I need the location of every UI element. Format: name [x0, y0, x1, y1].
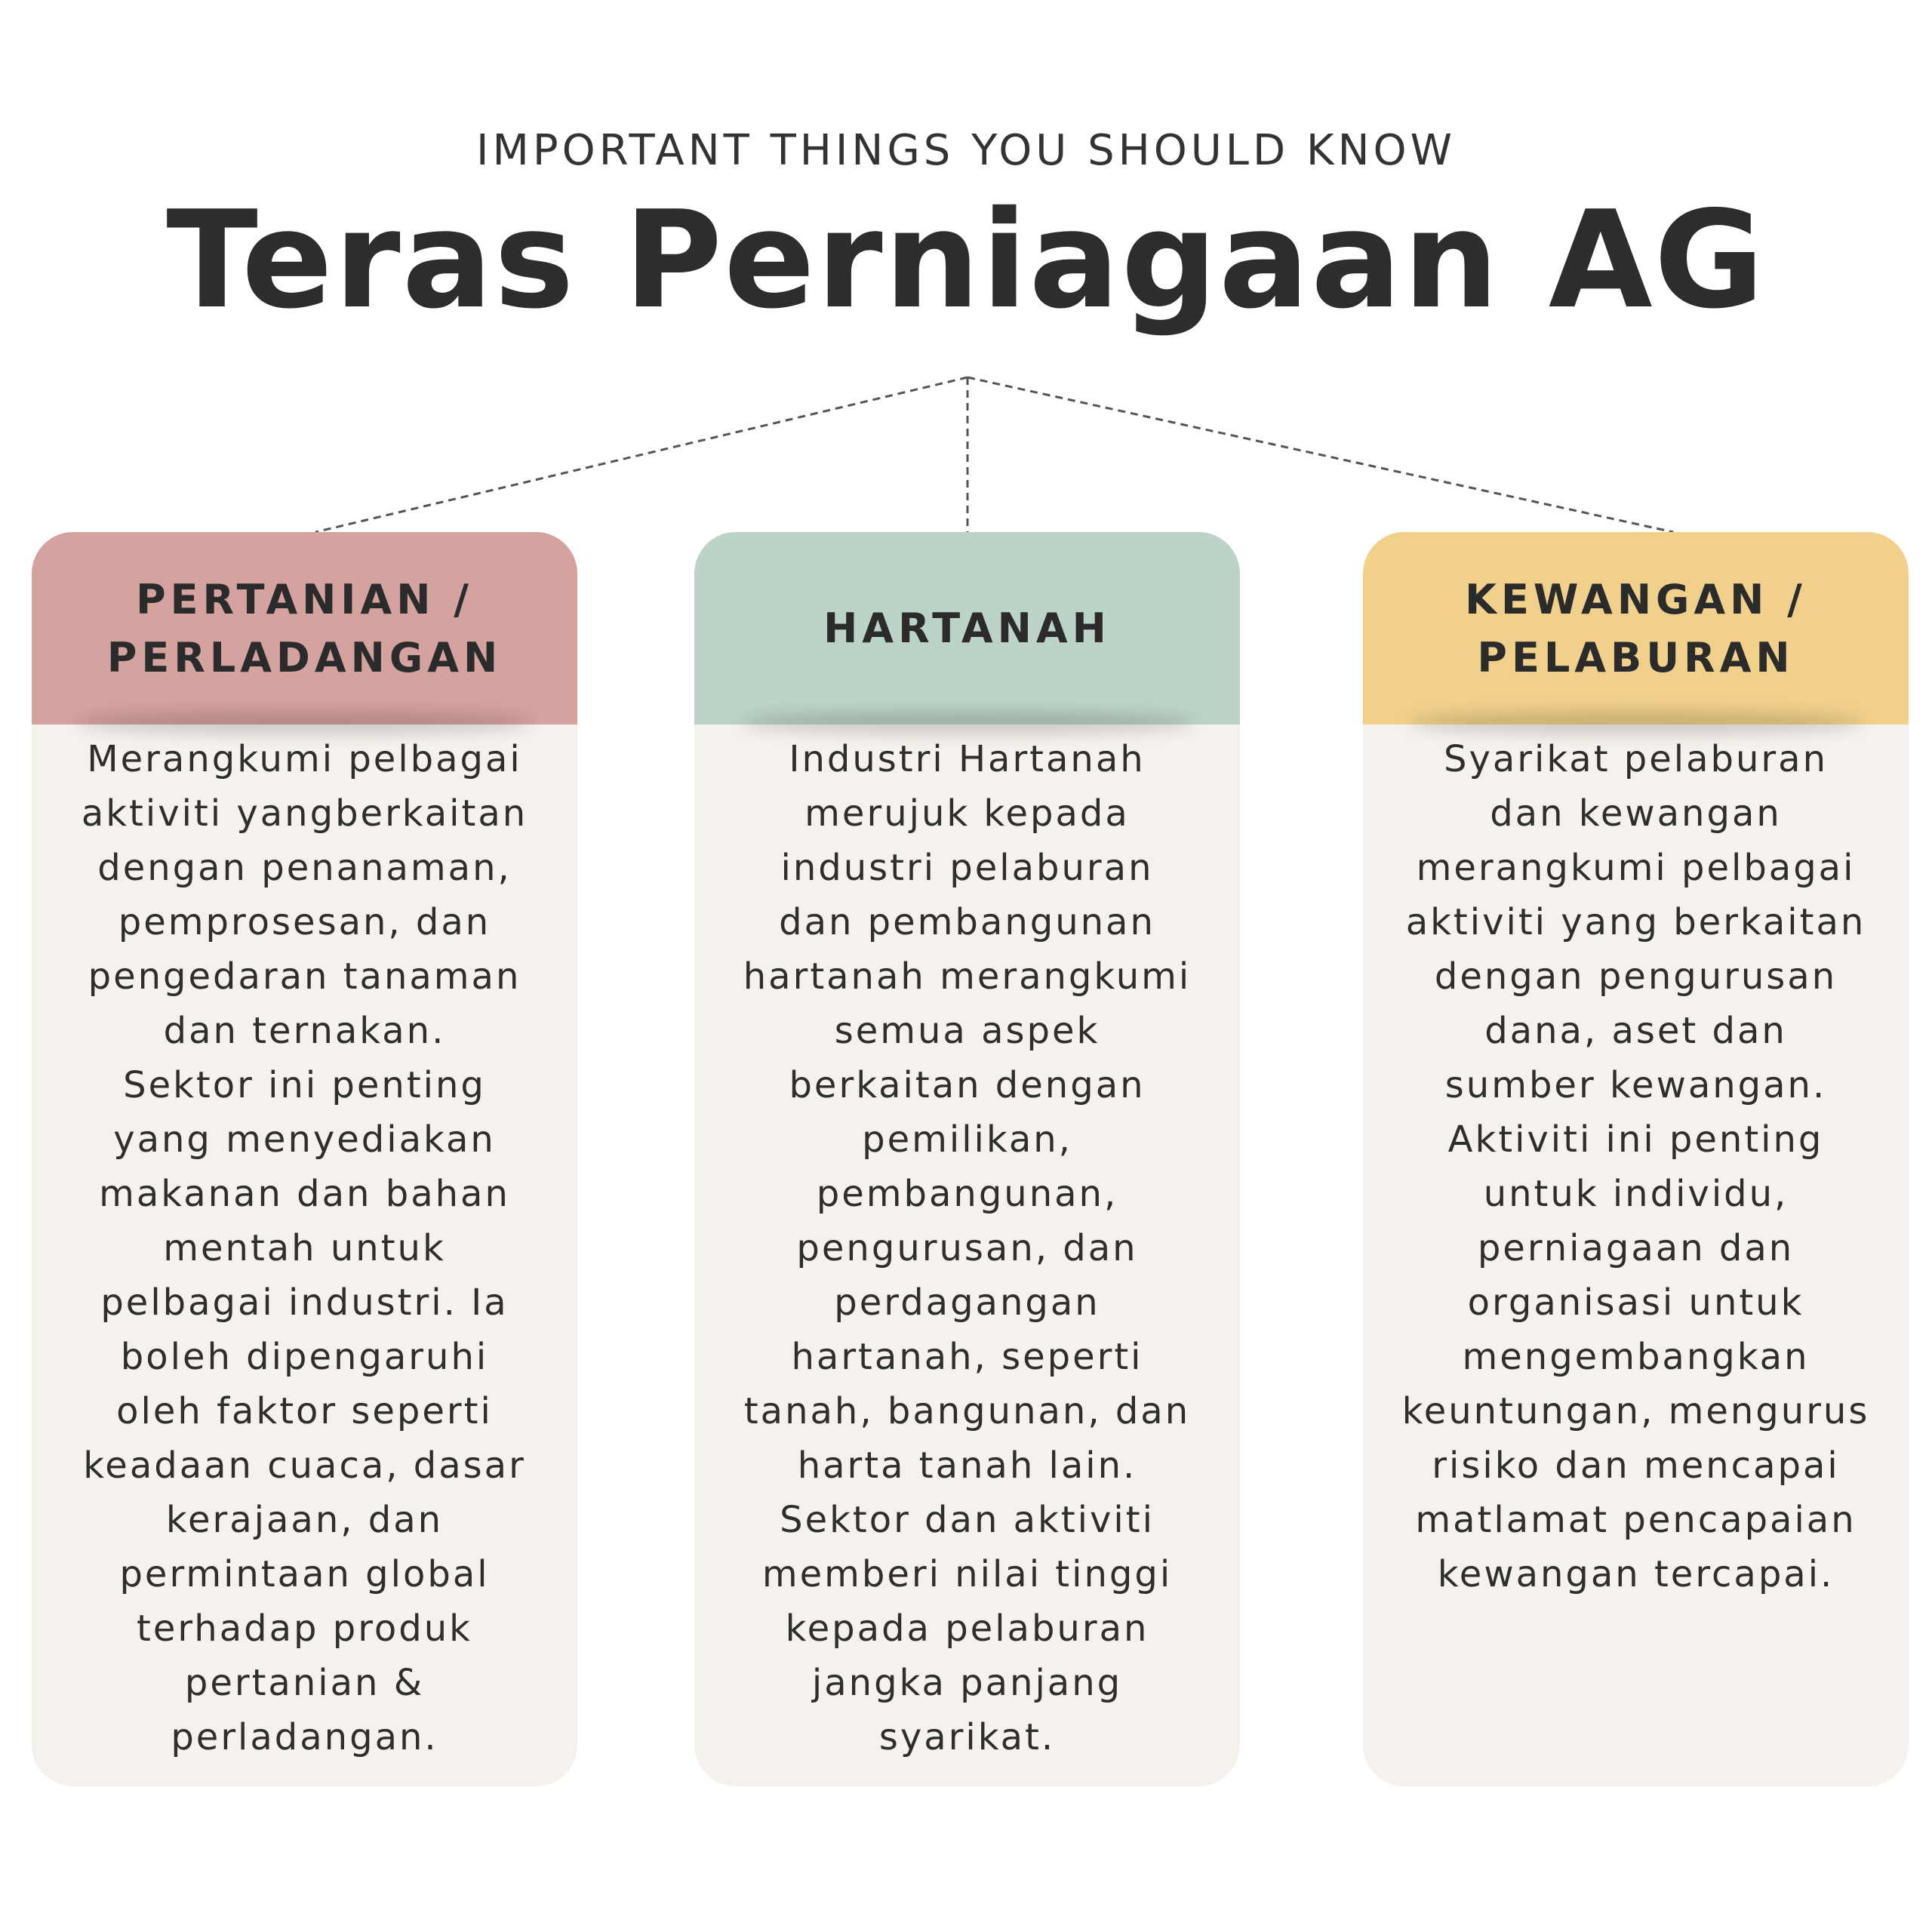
card-header-pertanian	[32, 532, 577, 724]
connector-left	[315, 377, 968, 532]
card-hartanah	[694, 532, 1240, 1786]
card-body-text: Merangkumi pelbagai aktiviti yangberkaitan dengan penanaman, pemprosesan, dan pengedaran tanaman dan ternakan. Sektor ini penting yang menyediakan makanan dan bahan mentah untuk pelbagai industri. Ia boleh dipengaruhi oleh faktor seperti keadaan cuaca, dasar kerajaan, dan permintaan global terhadap produk pertanian & perladangan.	[81, 738, 528, 1758]
header-shadow	[740, 712, 1195, 734]
card-body-text: Syarikat pelaburan dan kewangan merangkumi pelbagai aktiviti yang berkaitan dengan pengurusan dana, aset dan sumber kewangan. Aktiviti ini penting untuk individu, perniagaan dan organisasi untuk mengembangkan keuntungan, mengurus risiko dan mencapai matlamat pencapaian kewangan tercapai.	[1401, 738, 1870, 1595]
page-title: Teras Perniagaan AG	[166, 182, 1766, 338]
card-header-hartanah	[694, 532, 1240, 724]
card-heading: PERTANIAN / PERLADANGAN	[106, 575, 503, 681]
header-shadow	[1408, 712, 1863, 734]
page-subtitle: IMPORTANT THINGS YOU SHOULD KNOW	[476, 126, 1456, 175]
card-kewangan	[1363, 532, 1909, 1786]
card-header-kewangan	[1363, 532, 1909, 724]
card-heading: KEWANGAN / PELABURAN	[1465, 575, 1807, 681]
card-heading: HARTANAH	[823, 605, 1111, 652]
connector-right	[968, 377, 1673, 532]
card-body-text: Industri Hartanah merujuk kepada industri pelaburan dan pembangunan hartanah merangkumi semua aspek berkaitan dengan pemilikan, pembangunan, pengurusan, dan perdagangan hartanah, seperti tanah, bangunan, dan harta tanah lain. Sektor dan aktiviti memberi nilai tinggi kepada pelaburan jangka panjang syarikat.	[743, 738, 1192, 1758]
card-pertanian	[32, 532, 577, 1786]
header-shadow	[77, 712, 532, 734]
